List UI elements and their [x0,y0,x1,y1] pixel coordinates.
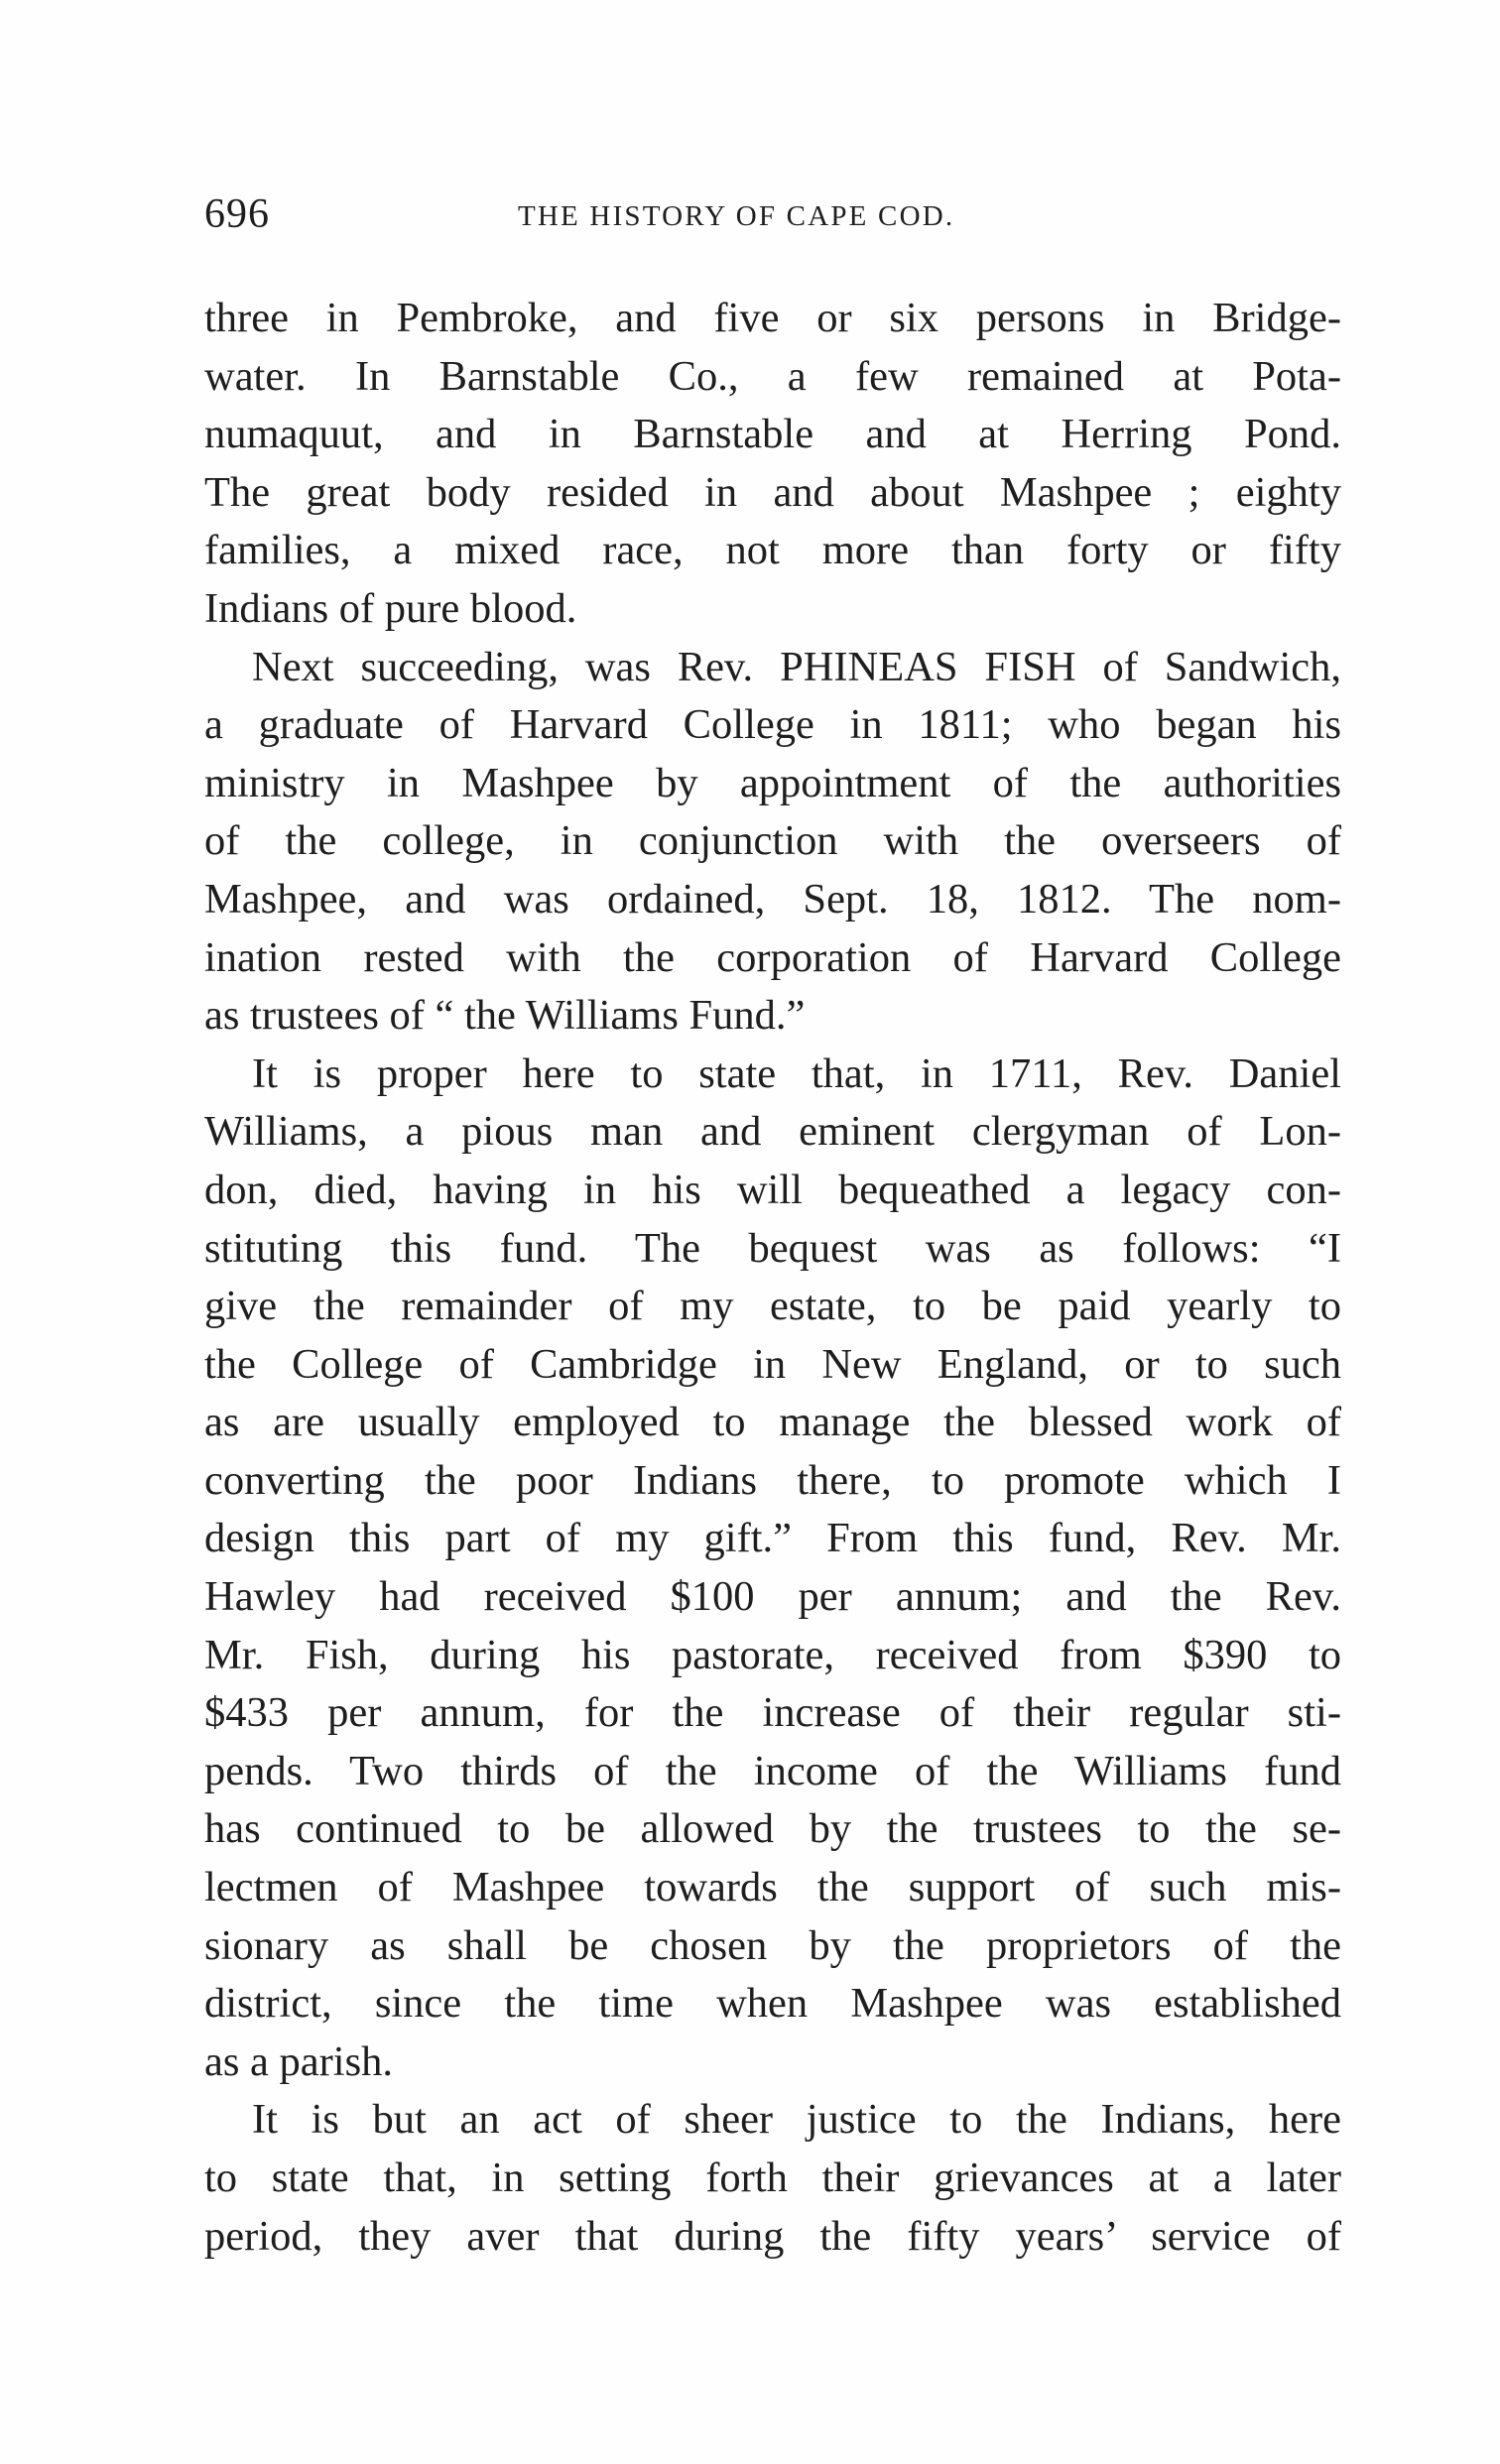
text-line: as a parish. [204,2037,394,2085]
text-line: It is proper here to state that, in 1711, Rev. Daniel [252,1049,1341,1097]
text-line: numaquut, and in Barnstable and at Herring Pond. [204,411,1341,458]
text-line: Mr. Fish, during his pastorate, received from $390 to [204,1631,1341,1678]
text-line: as trustees of “ the Williams Fund.” [204,992,806,1040]
text-line: three in Pembroke, and five or six persons in Bridge- [204,295,1341,341]
text-line: Hawley had received $100 per annum; and the Rev. [204,1573,1341,1621]
text-line: converting the poor Indians there, to promote which I [204,1456,1341,1504]
text-line: sionary as shall be chosen by the proprietors of the [204,1921,1341,1969]
text-line: families, a mixed race, not more than forty or fifty [204,527,1341,574]
text-line: as are usually employed to manage the blessed work of [204,1399,1341,1446]
text-line: Williams, a pious man and eminent clergyman of Lon- [204,1108,1341,1156]
text-line: has continued to be allowed by the trustees to the se- [204,1805,1341,1853]
text-line: lectmen of Mashpee towards the support of such mis- [204,1864,1341,1911]
text-line: Mashpee, and was ordained, Sept. 18, 1812. The nom- [204,875,1341,923]
text-line: design this part of my gift.” From this fund, Rev. Mr. [204,1515,1341,1562]
text-line: The great body resided in and about Mashpee ; eighty [204,468,1341,516]
text-line: Next succeeding, was Rev. PHINEAS FISH of Sandwich, [252,643,1341,690]
text-line: don, died, having in his will bequeathed a legacy con- [204,1166,1341,1213]
text-line: district, since the time when Mashpee was established [204,1980,1341,2028]
running-head [204,185,1341,244]
text-line: stituting this fund. The bequest was as follows: “I [204,1224,1341,1272]
text-line: period, they aver that during the fifty years’ service of [204,2212,1341,2260]
text-line: ination rested with the corporation of Harvard College [204,933,1341,981]
text-line: a graduate of Harvard College in 1811; who began his [204,701,1341,749]
text-line: give the remainder of my estate, to be paid yearly to [204,1283,1341,1330]
page-number: 696 [204,191,270,237]
text-line: to state that, in setting forth their grievances at a later [204,2155,1341,2201]
text-line: $433 per annum, for the increase of their regular sti- [204,1689,1341,1737]
text-line: water. In Barnstable Co., a few remained at Pota- [204,352,1341,400]
text-line: ministry in Mashpee by appointment of the authorities [204,759,1341,806]
body-text [204,290,1341,2266]
text-line: It is but an act of sheer justice to the Indians, here [252,2096,1341,2144]
text-line: Indians of pure blood. [204,584,577,632]
text-line: the College of Cambridge in New England, or to such [204,1340,1341,1388]
text-line: pends. Two thirds of the income of the Williams fund [204,1747,1341,1794]
text-line: of the college, in conjunction with the overseers of [204,817,1341,865]
running-title: THE HISTORY OF CAPE COD. [518,200,955,232]
